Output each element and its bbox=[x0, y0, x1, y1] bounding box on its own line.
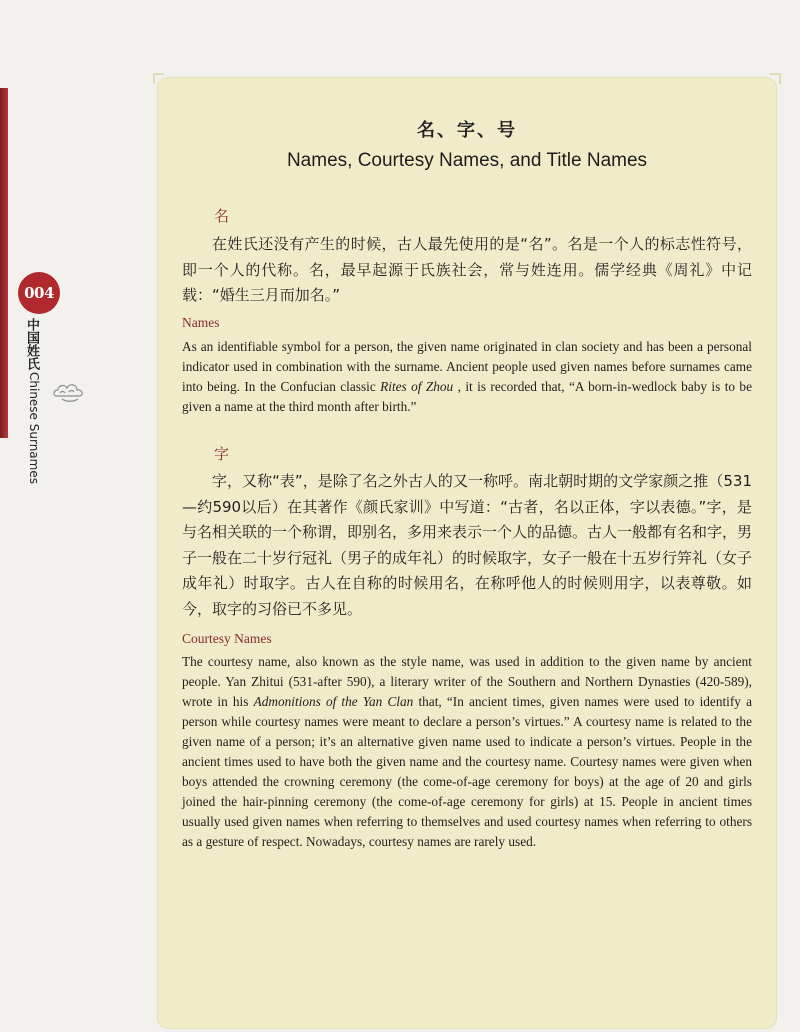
article-title-en: Names, Courtesy Names, and Title Names bbox=[286, 150, 648, 171]
book-title-italic: Rites of Zhou bbox=[380, 379, 454, 394]
page-number: 004 bbox=[24, 284, 54, 302]
section-heading-zh: 字 bbox=[214, 445, 230, 463]
body-text: , it is recorded that, “A born-in-wedlock baby is to be given a name at the third month after birth.” bbox=[182, 379, 752, 414]
body-text: that, “In ancient times, given names were used to identify a person while courtesy names were meant to declare a person’s virtues.” A courtesy name is related to the given name of a person; it’s an alternative given name used to indicate a person’s virtues. People in the ancient times used to have both the given name and the courtesy name. Courtesy names were given when boys attended the crowning ceremony (the come-of-age ceremony for boys) at the age of 20 and girls joined the hair-pinning ceremony (the come-of-age ceremony for girls) at 15. People in ancient times usually used given names when referring to themselves and used courtesy names when referring to others as a gesture of respect. Nowadays, courtesy names are rarely used. bbox=[182, 694, 752, 849]
section-heading-en: Courtesy Names bbox=[182, 631, 272, 646]
section-body-zh: 在姓氏还没有产生的时候，古人最先使用的是“名”。名是一个人的标志性符号，即一个人的代称。名，最早起源于氏族社会，常与姓连用。儒学经典《周礼》中记载：“婚生三月而加名。” bbox=[182, 235, 752, 304]
section-body-en bbox=[182, 652, 752, 852]
section-heading-zh: 名 bbox=[214, 207, 230, 225]
book-spine-stripe bbox=[0, 88, 8, 438]
sidebar-book-title bbox=[22, 318, 41, 484]
section-body-en bbox=[182, 337, 752, 417]
body-text: As an identifiable symbol for a person, the given name originated in clan society and has been a personal indicator used in combination with the surname. Ancient people used given names before surnames came into being. In the Confucian classic bbox=[182, 339, 752, 394]
cloud-ornament-icon bbox=[52, 378, 86, 404]
corner-ornament-icon bbox=[152, 72, 166, 86]
page-number-badge bbox=[18, 272, 60, 314]
body-text: The courtesy name, also known as the style name, was used in addition to the given name by ancient people. Yan Zhitui (531-after 590), a literary writer of the Southern and Northern Dynasties (420-589), wrote in his bbox=[182, 654, 752, 709]
section-body-zh: 字，又称“表”，是除了名之外古人的又一称呼。南北朝时期的文学家颜之推（531—约590以后）在其著作《颜氏家训》中写道：“古者，名以正体，字以表德。”字，是与名相关联的一个称谓，即别名，多用来表示一个人的品德。古人一般都有名和字，男子一般在二十岁行冠礼（男子的成年礼）的时候取字，女子一般在十五岁行笄礼（女子成年礼）时取字。古人在自称的时候用名，在称呼他人的时候则用字，以表尊敬。如今，取字的习俗已不多见。 bbox=[182, 472, 753, 618]
book-title-zh: 中国姓氏 bbox=[24, 318, 39, 370]
book-title-en: Chinese Surnames bbox=[27, 372, 41, 484]
book-title-italic: Admonitions of the Yan Clan bbox=[253, 694, 414, 709]
corner-ornament-icon bbox=[768, 72, 782, 86]
section-heading-en: Names bbox=[182, 315, 220, 330]
article-title-zh: 名、字、号 bbox=[417, 120, 517, 141]
